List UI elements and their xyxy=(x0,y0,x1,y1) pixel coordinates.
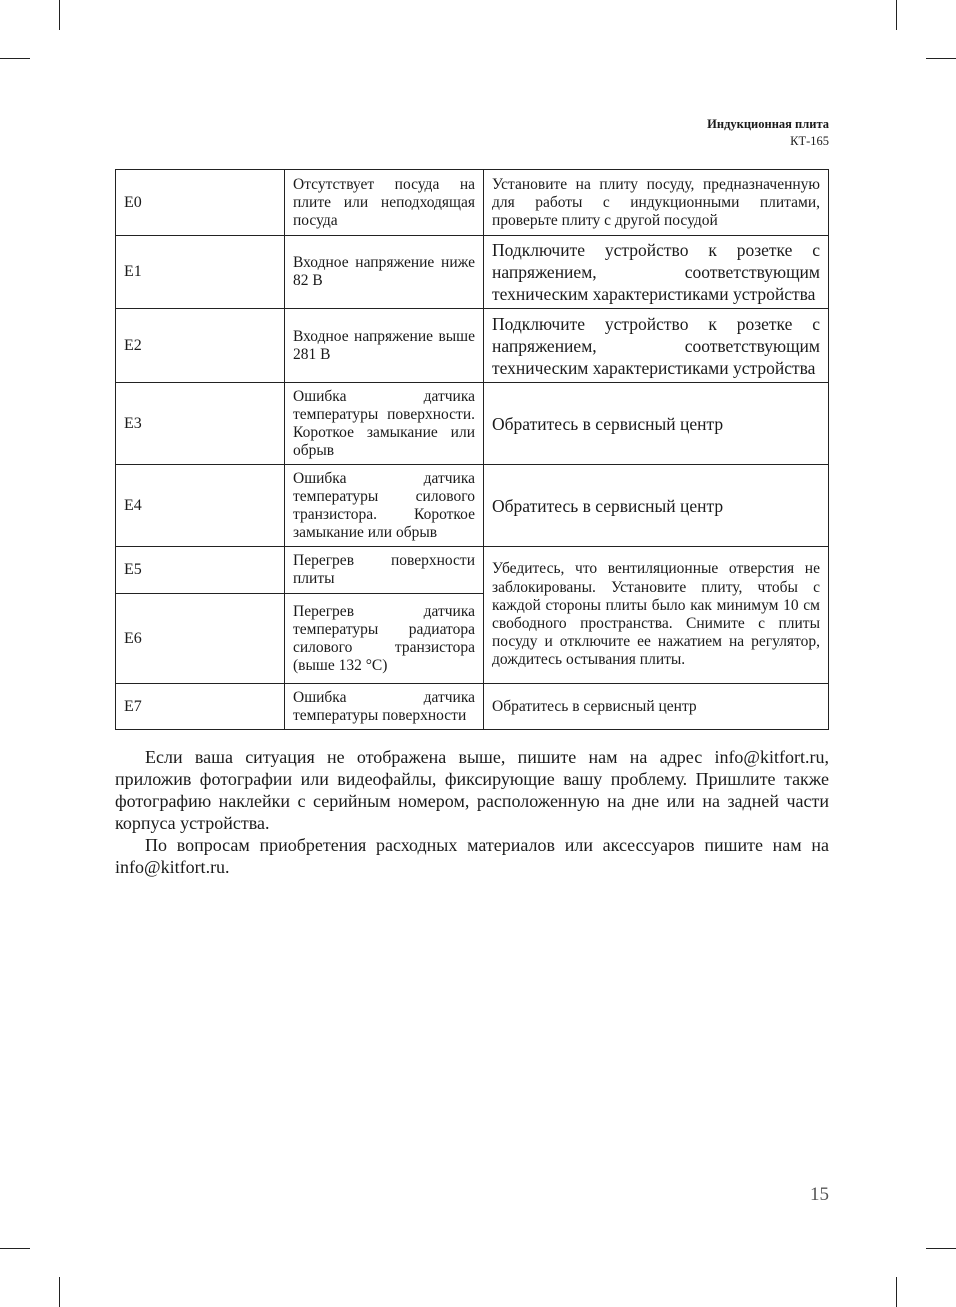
product-model: КТ-165 xyxy=(790,134,829,148)
table-row xyxy=(116,170,829,236)
error-fix: Обратитесь в сервисный центр xyxy=(484,465,829,547)
note-paragraph: Если ваша ситуация не отображена выше, пишите нам на адрес info@kitfort.ru, приложив фотографии или видеофайлы, фиксирующие вашу проблему. Пришлите также фотографию наклейки с серийным номером, расположенную на дне или на задней части корпуса устройства. xyxy=(115,747,829,833)
error-cause: Перегрев датчика температуры радиатора силового транзистора (выше 132 °C) xyxy=(285,594,484,684)
crop-mark xyxy=(0,58,30,59)
contact-notes xyxy=(115,746,829,878)
error-fix: Подключите устройство к розетке с напряжением, соответствующим техническим характеристиками устройства xyxy=(484,236,829,309)
crop-mark xyxy=(59,0,60,30)
crop-mark xyxy=(0,1248,30,1249)
crop-mark xyxy=(896,1277,897,1307)
error-fix: Обратитесь в сервисный центр xyxy=(484,383,829,465)
error-fix: Подключите устройство к розетке с напряжением, соответствующим техническим характеристиками устройства xyxy=(484,309,829,383)
error-cause: Ошибка датчика температуры силового транзистора. Короткое замыкание или обрыв xyxy=(285,465,484,547)
product-title: Индукционная плита xyxy=(707,117,829,131)
error-cause: Отсутствует посуда на плите или неподходящая посуда xyxy=(285,170,484,236)
error-cause: Перегрев поверхности плиты xyxy=(285,547,484,594)
error-code: E1 xyxy=(116,236,285,309)
error-cause: Ошибка датчика температуры поверхности. Короткое замыкание или обрыв xyxy=(285,383,484,465)
error-codes-table xyxy=(115,169,829,730)
note-paragraph: По вопросам приобретения расходных материалов или аксессуаров пишите нам на info@kitfort.ru. xyxy=(115,835,829,877)
error-code: E6 xyxy=(116,594,285,684)
table-row xyxy=(116,309,829,383)
error-code: E7 xyxy=(116,684,285,730)
table-row xyxy=(116,547,829,594)
error-fix: Обратитесь в сервисный центр xyxy=(484,684,829,730)
error-cause: Ошибка датчика температуры поверхности xyxy=(285,684,484,730)
table-row xyxy=(116,383,829,465)
crop-mark xyxy=(926,1248,956,1249)
error-code: E5 xyxy=(116,547,285,594)
error-fix: Убедитесь, что вентиляционные отверстия не заблокированы. Установите плиту, чтобы с каждой стороны плиты было как минимум 10 см свободного пространства. Снимите с плиты посуду и отключите ее нажатием на регулятор, дождитесь остывания плиты. xyxy=(484,547,829,684)
page-number: 15 xyxy=(810,1184,829,1205)
table-row xyxy=(116,465,829,547)
table-row xyxy=(116,684,829,730)
error-fix: Установите на плиту посуду, предназначенную для работы с индукционными плитами, проверьте плиту с другой посудой xyxy=(484,170,829,236)
error-cause: Входное напряжение ниже 82 В xyxy=(285,236,484,309)
page-header xyxy=(707,116,829,150)
error-code: E4 xyxy=(116,465,285,547)
error-code: E2 xyxy=(116,309,285,383)
crop-mark xyxy=(896,0,897,30)
error-cause: Входное напряжение выше 281 В xyxy=(285,309,484,383)
table-row xyxy=(116,236,829,309)
crop-mark xyxy=(926,58,956,59)
crop-mark xyxy=(59,1277,60,1307)
error-code: E0 xyxy=(116,170,285,236)
error-code: E3 xyxy=(116,383,285,465)
